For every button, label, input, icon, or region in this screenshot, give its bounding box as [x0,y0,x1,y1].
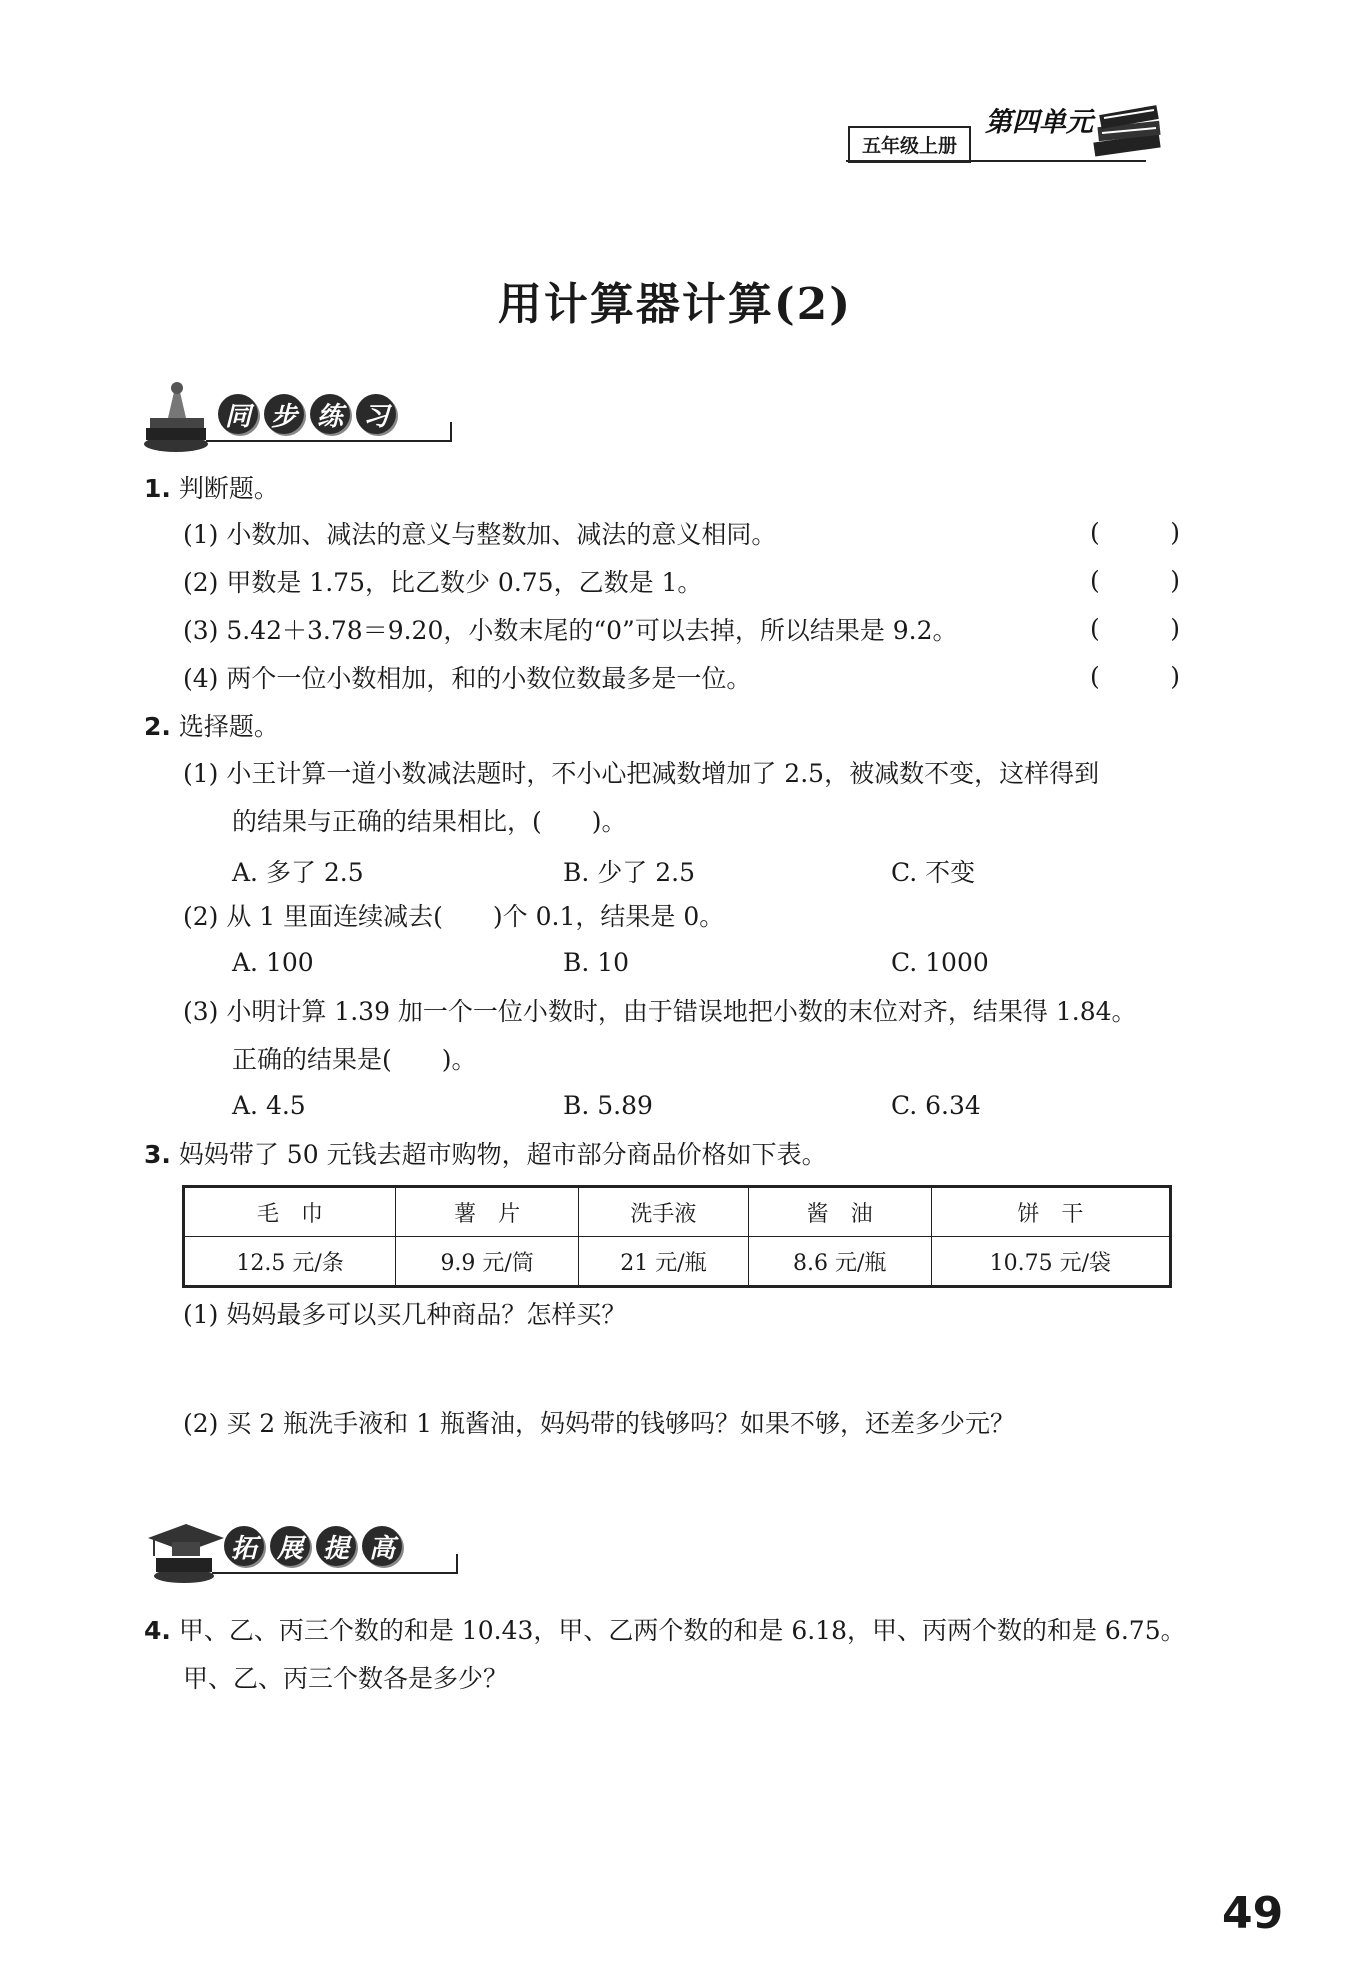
banner-char: 习 [356,394,396,434]
question-text: 选择题。 [178,712,279,741]
judge-item-2: (2) 甲数是 1.75，比乙数少 0.75，乙数是 1。 [183,568,703,597]
answer-blank[interactable]: ( ) [1090,614,1180,643]
table-header-cell: 饼 干 [931,1187,1170,1237]
choice-option-c[interactable]: C. 不变 [891,858,976,887]
answer-blank[interactable]: ( ) [1090,566,1180,595]
choice-item-1-line1: (1) 小王计算一道小数减法题时，不小心把减数增加了 2.5，被减数不变，这样得到 [183,759,1100,788]
section-title-sync [218,394,396,434]
question-number: 3. [144,1140,171,1169]
books-icon [1090,98,1170,168]
question-4-line2: 甲、乙、丙三个数各是多少？ [183,1664,509,1693]
page-number: 49 [1222,1888,1284,1939]
choice-option-a[interactable]: A. 100 [232,948,314,977]
choice-item-2-line1: (2) 从 1 里面连续减去( )个 0.1，结果是 0。 [183,902,725,931]
banner-char: 展 [270,1526,310,1566]
choice-option-b[interactable]: B. 10 [563,948,630,977]
question-text: 甲、乙、丙三个数的和是 10.43，甲、乙两个数的和是 6.18，甲、丙两个数的和是 6.75。 [178,1616,1186,1645]
table-cell: 12.5 元/条 [184,1237,396,1287]
judge-item-1: (1) 小数加、减法的意义与整数加、减法的意义相同。 [183,520,777,549]
banner-underline-end [450,422,452,442]
table-row [184,1237,1171,1287]
table-cell: 8.6 元/瓶 [748,1237,931,1287]
choice-item-3-line1: (3) 小明计算 1.39 加一个一位小数时，由于错误地把小数的末位对齐，结果得 1.84。 [183,997,1137,1026]
judge-item-3: (3) 5.42＋3.78＝9.20，小数末尾的“0”可以去掉，所以结果是 9.2。 [183,616,958,645]
section-title-ext [224,1526,402,1566]
answer-blank[interactable]: ( ) [1090,518,1180,547]
price-table [182,1185,1172,1288]
book-lamp-icon [140,378,220,458]
question-text: 判断题。 [178,474,279,503]
question-number: 4. [144,1616,171,1645]
table-cell: 21 元/瓶 [579,1237,748,1287]
question-3 [144,1138,827,1172]
banner-char: 步 [264,394,304,434]
choice-option-a[interactable]: A. 多了 2.5 [232,858,364,887]
choice-option-c[interactable]: C. 1000 [891,948,989,977]
question-number: 1. [144,474,171,503]
banner-char: 高 [362,1526,402,1566]
choice-item-3-line2: 正确的结果是( )。 [232,1045,477,1074]
question-text: 妈妈带了 50 元钱去超市购物，超市部分商品价格如下表。 [178,1140,827,1169]
unit-label: 第四单元 [985,107,1093,138]
question-4 [144,1614,1186,1648]
sub-question-1: (1) 妈妈最多可以买几种商品？怎样买？ [183,1300,627,1329]
banner-underline [212,1572,458,1574]
banner-char: 练 [310,394,350,434]
question-number: 2. [144,712,171,741]
section-banner-ext [146,1510,446,1590]
table-header-cell: 薯 片 [396,1187,579,1237]
grade-label: 五年级上册 [848,126,971,163]
table-header-cell: 洗手液 [579,1187,748,1237]
choice-option-b[interactable]: B. 少了 2.5 [563,858,695,887]
question-1 [144,472,279,506]
page-title: 用计算器计算(2) [497,279,853,330]
choice-option-b[interactable]: B. 5.89 [563,1091,653,1120]
badge-underline [846,160,1146,162]
choice-option-a[interactable]: A. 4.5 [232,1091,306,1120]
table-row [184,1187,1171,1237]
table-cell: 9.9 元/筒 [396,1237,579,1287]
judge-item-4: (4) 两个一位小数相加，和的小数位数最多是一位。 [183,664,752,693]
banner-underline [206,440,452,442]
banner-char: 提 [316,1526,356,1566]
question-2 [144,710,279,744]
choice-option-c[interactable]: C. 6.34 [891,1091,981,1120]
choice-item-1-line2: 的结果与正确的结果相比，( )。 [232,807,627,836]
banner-underline-end [456,1554,458,1574]
unit-badge [840,98,1180,170]
banner-char: 同 [218,394,258,434]
answer-blank[interactable]: ( ) [1090,662,1180,691]
graduation-cap-icon [146,1510,226,1590]
table-header-cell: 酱 油 [748,1187,931,1237]
sub-question-2: (2) 买 2 瓶洗手液和 1 瓶酱油，妈妈带的钱够吗？如果不够，还差多少元？ [183,1409,1015,1438]
table-header-cell: 毛 巾 [184,1187,396,1237]
table-cell: 10.75 元/袋 [931,1237,1170,1287]
section-banner-sync [140,378,440,458]
banner-char: 拓 [224,1526,264,1566]
